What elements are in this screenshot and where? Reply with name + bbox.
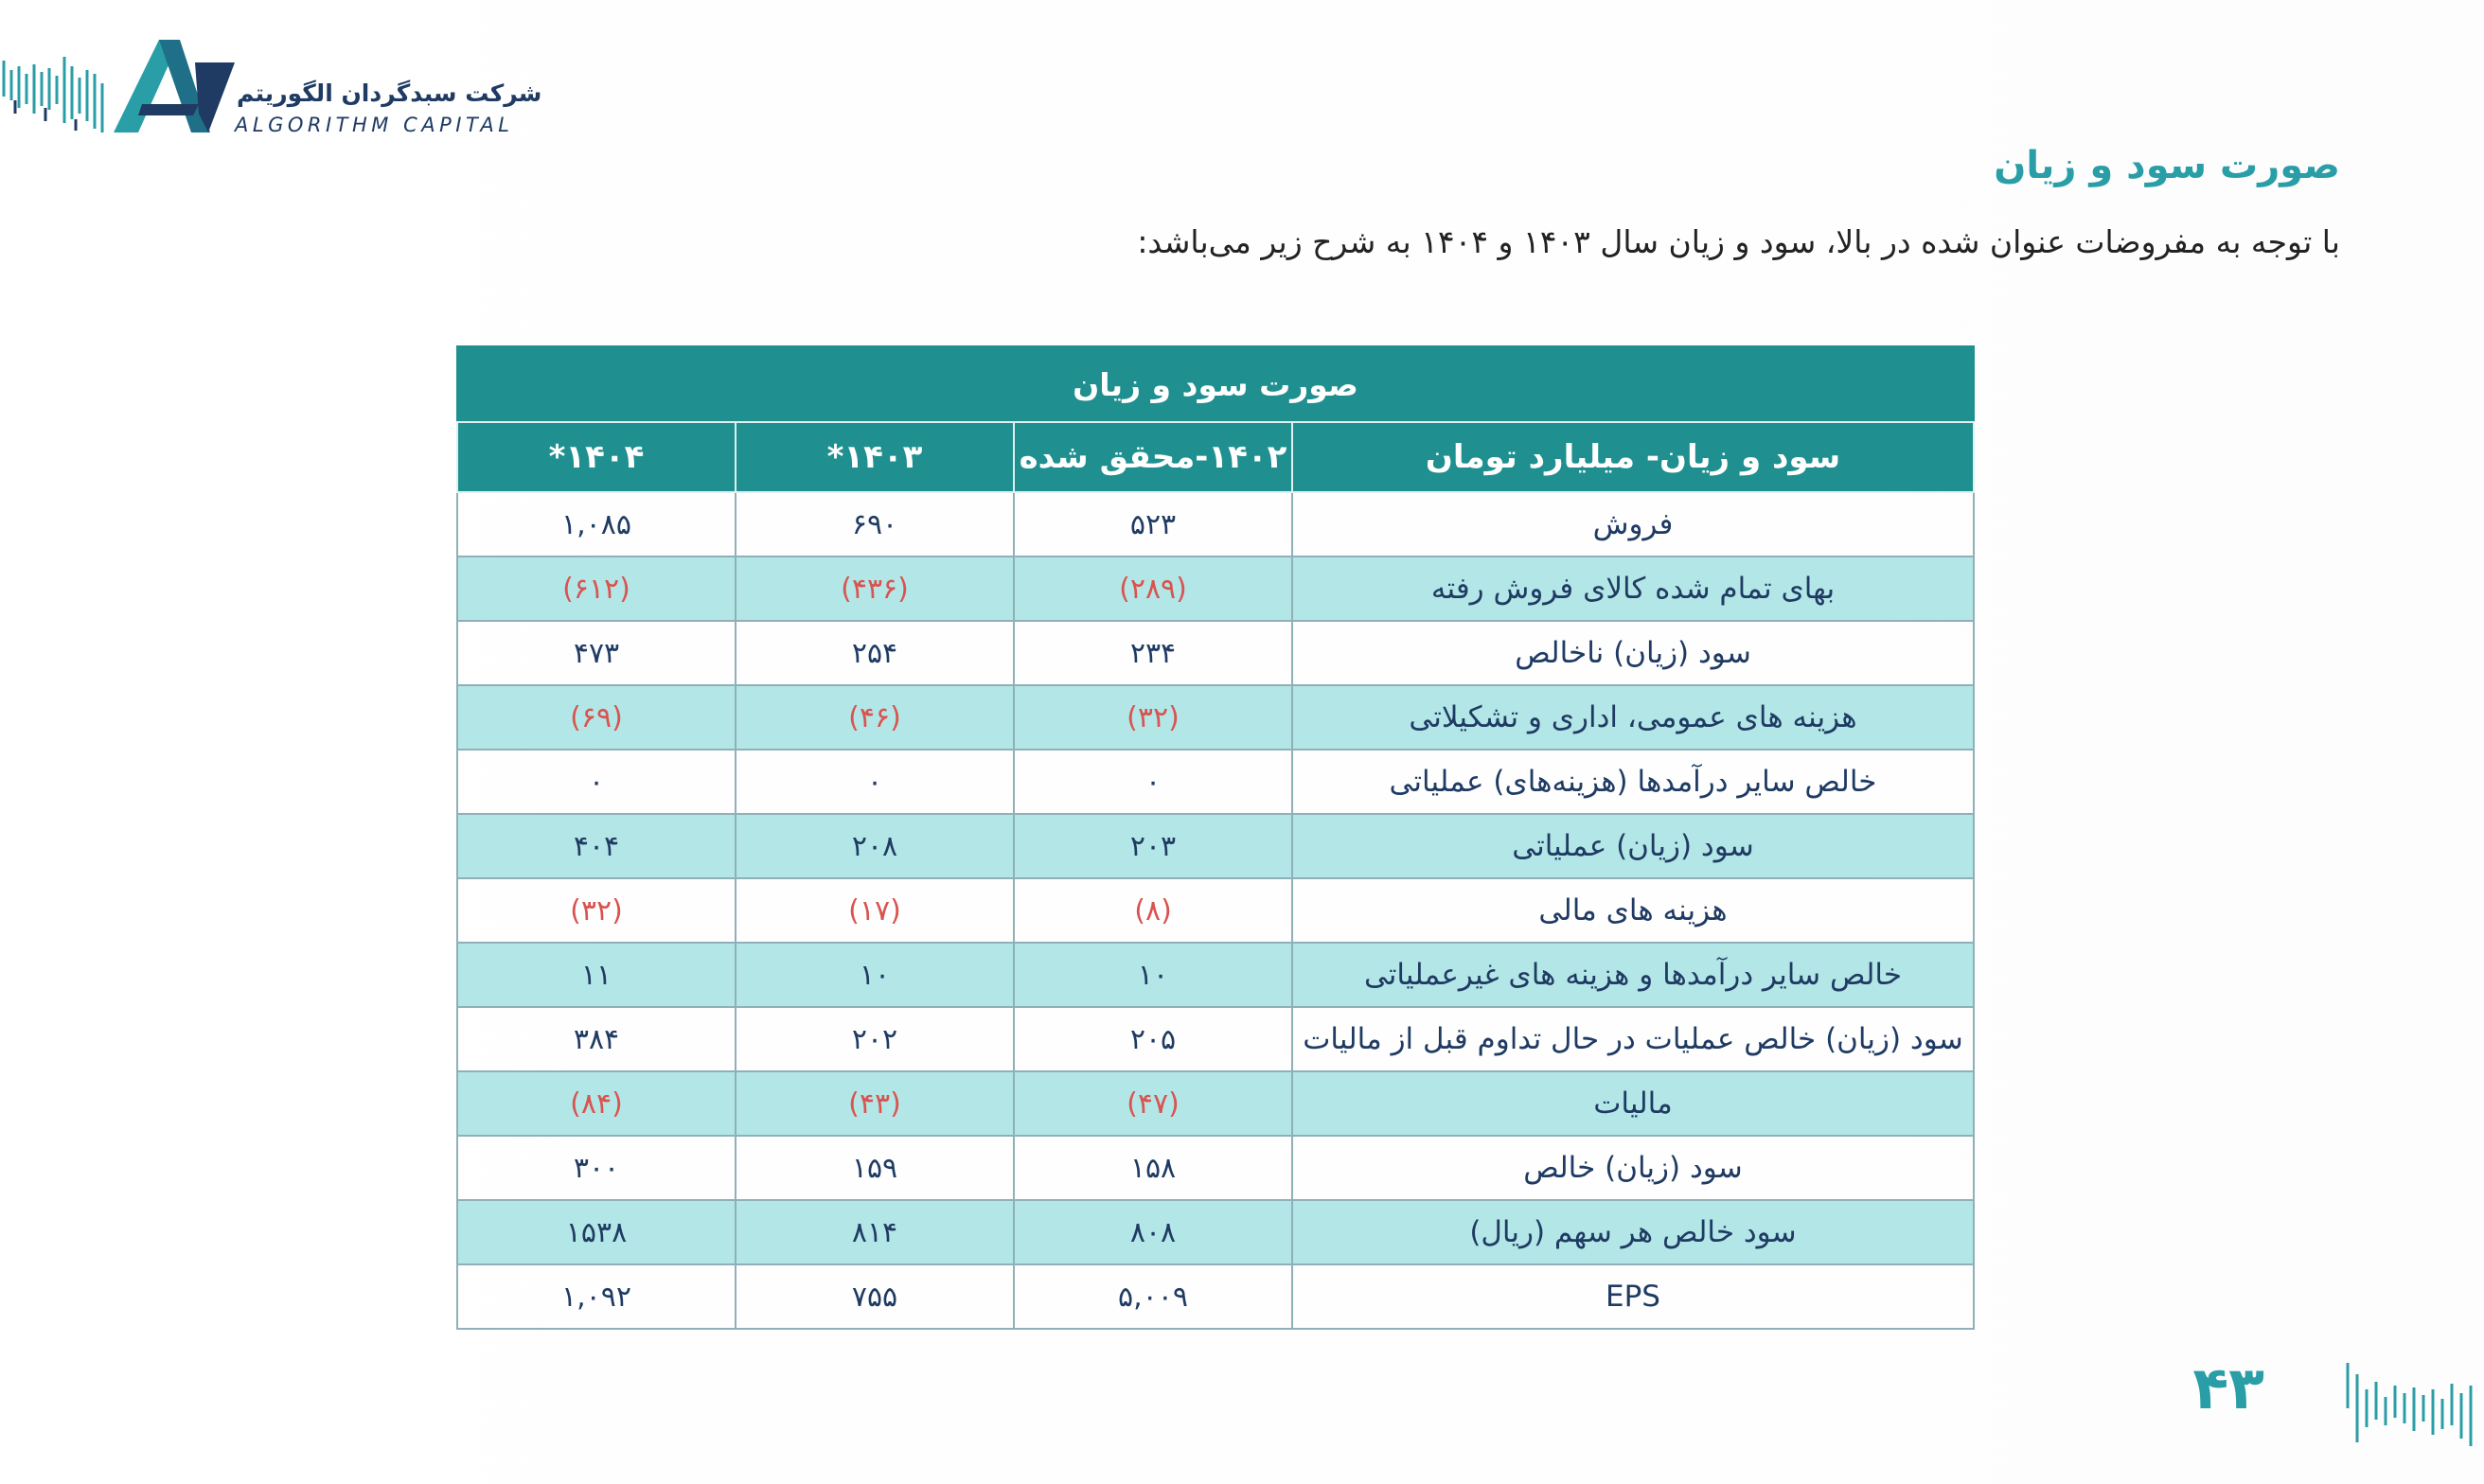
soundwave-bars-icon [2342,1352,2484,1456]
table-row [457,814,1974,878]
cell-1403: ۲۰۲ [736,1007,1014,1071]
soundwave-bars-icon [0,42,114,136]
algorithm-a-icon [104,34,237,138]
cell-1403: ۲۰۸ [736,814,1014,878]
table-row [457,1007,1974,1071]
logo-english-name: ALGORITHM CAPITAL [235,114,514,136]
cell-1402: ۵,۰۰۹ [1014,1264,1292,1329]
cell-1404: ۴۷۳ [457,621,736,685]
cell-1404: (۶۱۲) [457,556,736,621]
table-title: صورت سود و زیان [457,346,1974,422]
table-row [457,750,1974,814]
cell-1402: ۰ [1014,750,1292,814]
cell-1402: ۸۰۸ [1014,1200,1292,1264]
cell-1403: ۶۹۰ [736,492,1014,556]
cell-1404: ۱,۰۸۵ [457,492,736,556]
cell-1404: (۶۹) [457,685,736,750]
table-row [457,556,1974,621]
cell-1403: ۰ [736,750,1014,814]
logo-persian-name: شرکت سبدگردان الگوریتم [237,80,542,107]
column-header-1404: ۱۴۰۴* [457,422,736,492]
table-row [457,1264,1974,1329]
table-row [457,1071,1974,1136]
row-label: خالص سایر درآمدها و هزینه های غیرعملیاتی [1292,943,1974,1007]
cell-1404: ۱,۰۹۲ [457,1264,736,1329]
table-row [457,1200,1974,1264]
row-label: EPS [1292,1264,1974,1329]
income-statement-table [456,345,1975,1330]
cell-1404: (۳۲) [457,878,736,943]
cell-1402: (۴۷) [1014,1071,1292,1136]
cell-1403: (۱۷) [736,878,1014,943]
table-row [457,621,1974,685]
column-header-item: سود و زیان- میلیارد تومان [1292,422,1974,492]
cell-1403: (۴۳) [736,1071,1014,1136]
row-label: سود (زیان) خالص [1292,1136,1974,1200]
row-label: بهای تمام شده کالای فروش رفته [1292,556,1974,621]
cell-1404: ۴۰۴ [457,814,736,878]
intro-paragraph: با توجه به مفروضات عنوان شده در بالا، سود و زیان سال ۱۴۰۳ و ۱۴۰۴ به شرح زیر می‌باشد: [1137,223,2340,260]
page-number: ۴۳ [2192,1353,2264,1422]
row-label: هزینه های مالی [1292,878,1974,943]
row-label: سود (زیان) ناخالص [1292,621,1974,685]
row-label: سود (زیان) عملیاتی [1292,814,1974,878]
column-header-1402: ۱۴۰۲-محقق شده [1014,422,1292,492]
cell-1404: ۱۵۳۸ [457,1200,736,1264]
cell-1403: ۸۱۴ [736,1200,1014,1264]
cell-1404: ۰ [457,750,736,814]
table-row [457,878,1974,943]
cell-1402: (۸) [1014,878,1292,943]
company-logo [0,34,542,140]
cell-1404: ۳۰۰ [457,1136,736,1200]
cell-1404: ۳۸۴ [457,1007,736,1071]
row-label: هزینه های عمومی، اداری و تشکیلاتی [1292,685,1974,750]
cell-1403: ۱۵۹ [736,1136,1014,1200]
table-row [457,492,1974,556]
table-row [457,685,1974,750]
cell-1402: ۱۵۸ [1014,1136,1292,1200]
cell-1402: ۱۰ [1014,943,1292,1007]
cell-1402: ۲۰۵ [1014,1007,1292,1071]
row-label: فروش [1292,492,1974,556]
cell-1403: ۷۵۵ [736,1264,1014,1329]
table-header-row [457,422,1974,492]
table-row [457,943,1974,1007]
row-label: سود (زیان) خالص عملیات در حال تداوم قبل از مالیات [1292,1007,1974,1071]
cell-1402: ۲۳۴ [1014,621,1292,685]
row-label: سود خالص هر سهم (ریال) [1292,1200,1974,1264]
cell-1402: ۵۲۳ [1014,492,1292,556]
cell-1403: (۴۶) [736,685,1014,750]
table-title-row [457,346,1974,422]
cell-1402: ۲۰۳ [1014,814,1292,878]
row-label: خالص سایر درآمدها (هزینه‌های) عملیاتی [1292,750,1974,814]
cell-1404: (۸۴) [457,1071,736,1136]
row-label: مالیات [1292,1071,1974,1136]
cell-1404: ۱۱ [457,943,736,1007]
cell-1402: (۲۸۹) [1014,556,1292,621]
section-heading: صورت سود و زیان [1994,144,2340,187]
column-header-1403: ۱۴۰۳* [736,422,1014,492]
cell-1403: ۱۰ [736,943,1014,1007]
income-statement-table-wrapper [456,345,1973,1330]
cell-1402: (۳۲) [1014,685,1292,750]
cell-1403: ۲۵۴ [736,621,1014,685]
cell-1403: (۴۳۶) [736,556,1014,621]
table-row [457,1136,1974,1200]
